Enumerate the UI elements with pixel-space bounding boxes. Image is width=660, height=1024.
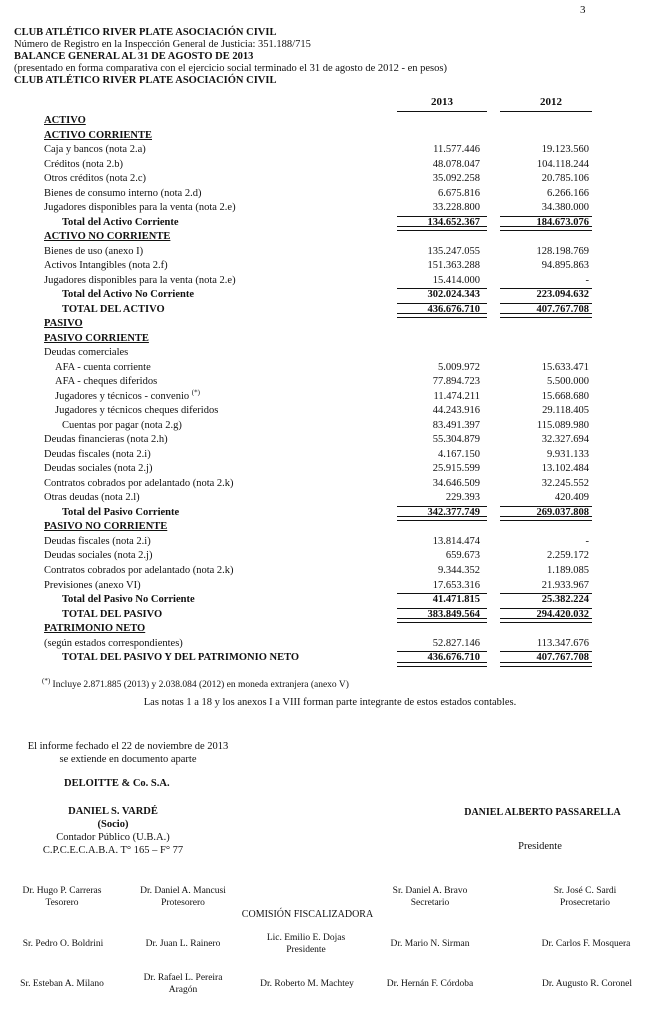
value-2012: 20.785.106 (541, 173, 589, 185)
value-2013: 15.414.000 (432, 274, 480, 286)
table-row (0, 274, 660, 289)
balance-rows (0, 114, 660, 666)
signatory-dojas (250, 932, 362, 956)
value-2012: 184.673.076 (536, 216, 589, 228)
subtotal-rule (397, 303, 487, 304)
row-label: Otros créditos (nota 2.c) (44, 173, 147, 185)
column-underline (500, 111, 592, 112)
row-label: Deudas fiscales (nota 2.i) (44, 448, 151, 460)
balance-title: BALANCE GENERAL AL 31 DE AGOSTO DE 2013 (14, 51, 254, 62)
table-row (0, 506, 660, 521)
table-row (0, 448, 660, 463)
row-label: PASIVO CORRIENTE (44, 332, 149, 344)
signatory-sardi (535, 885, 635, 909)
table-row (0, 259, 660, 274)
row-label: ACTIVO NO CORRIENTE (44, 231, 171, 243)
table-row (0, 187, 660, 202)
table-row (0, 462, 660, 477)
value-2013: 436.676.710 (427, 303, 480, 315)
table-row (0, 245, 660, 260)
comision-fiscalizadora-label: COMISIÓN FISCALIZADORA (241, 909, 374, 920)
table-row (0, 332, 660, 347)
row-label: AFA - cheques diferidos (55, 376, 158, 388)
table-row (0, 564, 660, 579)
row-label: Deudas sociales (nota 2.j) (44, 550, 153, 562)
row-label: AFA - cuenta corriente (55, 361, 151, 373)
row-label: Total del Activo Corriente (62, 216, 179, 228)
table-row (0, 404, 660, 419)
value-2012: 21.933.967 (541, 579, 589, 591)
subtotal-rule (397, 593, 487, 594)
row-label: Bienes de consumo interno (nota 2.d) (44, 187, 202, 199)
total-double-rule (397, 662, 487, 667)
signatory-name: Dr. Hernán F. Córdoba (386, 979, 474, 989)
row-label: TOTAL DEL PASIVO Y DEL PATRIMONIO NETO (62, 652, 300, 664)
subtotal-rule (500, 651, 592, 652)
table-row (0, 579, 660, 594)
signatory-pereira (130, 972, 236, 996)
value-2013: 342.377.749 (427, 506, 480, 518)
row-label: Créditos (nota 2.b) (44, 158, 124, 170)
signatory-mancusi (127, 885, 239, 909)
signatory-name: Sr. Daniel A. Bravo (392, 886, 468, 896)
table-row (0, 361, 660, 376)
table-row (0, 433, 660, 448)
auditor-report-note (14, 740, 242, 766)
value-2013: 13.814.474 (432, 535, 480, 547)
signatory-name: Dr. Hugo P. Carreras (22, 886, 102, 896)
signatory-sirman (377, 938, 483, 950)
total-double-rule (500, 662, 592, 667)
signatory-boldrini (8, 938, 118, 950)
subtotal-rule (500, 608, 592, 609)
signatory-name: Dr. Mario N. Sirman (390, 939, 470, 949)
signatory-name: Sr. José C. Sardi (553, 886, 617, 896)
value-2013: 229.393 (445, 492, 480, 504)
value-2013: 436.676.710 (427, 652, 480, 664)
table-row (0, 491, 660, 506)
signatory-role: Secretario (410, 898, 450, 908)
value-2012: - (585, 535, 589, 547)
value-2012: 128.198.769 (536, 245, 589, 257)
value-2013: 134.652.367 (427, 216, 480, 228)
value-2012: 407.767.708 (536, 303, 589, 315)
footnote-text: Incluye 2.871.885 (2013) y 2.038.084 (2012) en moneda extranjera (anexo V) (52, 680, 349, 690)
subtotal-rule (397, 216, 487, 217)
club-name-repeat: CLUB ATLÉTICO RIVER PLATE ASOCIACIÓN CIVIL (14, 75, 277, 86)
signatory-name: Dr. Roberto M. Machtey (260, 979, 354, 989)
subtotal-rule (500, 506, 592, 507)
value-2012: 115.089.980 (536, 419, 589, 431)
row-label: Cuentas por pagar (nota 2.g) (62, 419, 182, 431)
value-2013: 9.344.352 (438, 564, 480, 576)
row-label: Total del Pasivo Corriente (62, 506, 180, 518)
auditor-signature (28, 805, 198, 857)
column-header-2012: 2012 (540, 96, 562, 108)
footnote-ref: (*) (191, 388, 200, 397)
table-row (0, 375, 660, 390)
value-2012: 13.102.484 (541, 463, 589, 475)
row-label: Deudas financieras (nota 2.h) (44, 434, 168, 446)
table-row (0, 216, 660, 231)
auditor-firm: DELOITTE & Co. S.A. (64, 778, 170, 789)
auditor-title: Contador Público (U.B.A.) (56, 832, 170, 843)
report-location-line: se extiende en documento aparte (59, 754, 197, 765)
value-2013: 25.915.599 (432, 463, 480, 475)
president-name: DANIEL ALBERTO PASSARELLA (464, 807, 621, 818)
value-2013: 151.363.288 (427, 260, 480, 272)
value-2012: 223.094.632 (536, 289, 589, 301)
signatory-role: Presidente (286, 945, 326, 955)
row-label: PASIVO NO CORRIENTE (44, 521, 168, 533)
value-2012: 294.420.032 (536, 608, 589, 620)
signatory-name: Sr. Pedro O. Boldrini (22, 939, 104, 949)
signatory-rainero (130, 938, 236, 950)
row-label: Jugadores y técnicos cheques diferidos (55, 405, 219, 417)
value-2013: 4.167.150 (438, 448, 480, 460)
table-row (0, 520, 660, 535)
value-2013: 5.009.972 (438, 361, 480, 373)
auditor-role: (Socio) (97, 819, 129, 830)
value-2012: 269.037.808 (536, 506, 589, 518)
row-label: PATRIMONIO NETO (44, 623, 146, 635)
footnote-mark: (*) (42, 676, 51, 685)
row-label: Bienes de uso (anexo I) (44, 245, 144, 257)
value-2012: 34.380.000 (541, 202, 589, 214)
value-2012: 15.633.471 (541, 361, 589, 373)
row-label: ACTIVO (44, 115, 86, 126)
value-2013: 17.653.316 (432, 579, 480, 591)
value-2013: 55.304.879 (432, 434, 480, 446)
document-header (14, 27, 654, 87)
value-2013: 41.471.815 (432, 594, 480, 606)
table-row (0, 303, 660, 318)
signatory-cordoba (372, 978, 488, 990)
value-2012: 5.500.000 (547, 376, 589, 388)
subtotal-rule (500, 216, 592, 217)
signatory-role: Tesorero (45, 898, 79, 908)
subtotal-rule (500, 288, 592, 289)
value-2013: 44.243.916 (432, 405, 480, 417)
registry-number: Número de Registro en la Inspección General de Justicia: 351.188/715 (14, 39, 311, 50)
value-2012: 9.931.133 (547, 448, 589, 460)
footnote (42, 676, 349, 690)
subtotal-rule (397, 506, 487, 507)
row-label: ACTIVO CORRIENTE (44, 129, 153, 141)
president-role: Presidente (518, 841, 562, 852)
row-label: Jugadores disponibles para la venta (nota 2.e) (44, 202, 236, 214)
row-label: Total del Pasivo No Corriente (62, 594, 195, 606)
row-label: Jugadores y técnicos - convenio (*) (55, 388, 200, 402)
subtotal-rule (397, 651, 487, 652)
table-row (0, 158, 660, 173)
row-label: Activos Intangibles (nota 2.f) (44, 260, 168, 272)
value-2013: 34.646.509 (432, 477, 480, 489)
value-2012: 94.895.863 (541, 260, 589, 272)
value-2012: 420.409 (554, 492, 589, 504)
value-2013: 35.092.258 (432, 173, 480, 185)
report-date-line: El informe fechado el 22 de noviembre de 2013 (27, 741, 229, 752)
value-2013: 48.078.047 (432, 158, 480, 170)
table-row (0, 390, 660, 405)
row-label: Contratos cobrados por adelantado (nota 2.k) (44, 477, 234, 489)
value-2013: 33.228.800 (432, 202, 480, 214)
auditor-registry: C.P.C.E.C.A.B.A. T° 165 – F° 77 (42, 845, 184, 856)
row-label: Total del Activo No Corriente (62, 289, 195, 301)
value-2013: 11.577.446 (433, 144, 480, 156)
table-row (0, 230, 660, 245)
value-2013: 302.024.343 (427, 289, 480, 301)
row-label: Contratos cobrados por adelantado (nota 2.k) (44, 564, 234, 576)
value-2013: 135.247.055 (427, 245, 480, 257)
column-underline (397, 111, 487, 112)
row-label: Otras deudas (nota 2.l) (44, 492, 140, 504)
value-2013: 83.491.397 (432, 419, 480, 431)
signatory-coronel (528, 978, 646, 990)
table-row (0, 288, 660, 303)
table-row (0, 637, 660, 652)
row-label: (según estados correspondientes) (44, 637, 183, 649)
auditor-name: DANIEL S. VARDÉ (68, 806, 158, 817)
signatory-role: Prosecretario (559, 898, 611, 908)
value-2012: 15.668.680 (541, 390, 589, 402)
signatory-carreras (8, 885, 116, 909)
value-2012: 32.327.694 (541, 434, 589, 446)
table-row (0, 143, 660, 158)
subtotal-rule (397, 608, 487, 609)
table-row (0, 201, 660, 216)
value-2012: - (585, 274, 589, 286)
row-label: PASIVO (44, 318, 83, 330)
row-label: Previsiones (anexo VI) (44, 579, 141, 591)
table-row (0, 651, 660, 666)
value-2013: 383.849.564 (427, 608, 480, 620)
signatory-machtey (248, 978, 366, 990)
value-2013: 52.827.146 (432, 637, 480, 649)
club-name: CLUB ATLÉTICO RIVER PLATE ASOCIACIÓN CIVIL (14, 27, 277, 38)
signatory-role: Aragón (168, 985, 198, 995)
table-row (0, 419, 660, 434)
table-row (0, 535, 660, 550)
value-2012: 25.382.224 (541, 594, 589, 606)
signatory-role: Protesorero (161, 898, 205, 908)
row-label: Deudas sociales (nota 2.j) (44, 463, 153, 475)
row-label: TOTAL DEL PASIVO (62, 608, 163, 620)
column-header-2013: 2013 (431, 96, 453, 108)
signatory-name: Lic. Emilio E. Dojas (266, 933, 346, 943)
table-row (0, 608, 660, 623)
notes-statement: Las notas 1 a 18 y los anexos I a VIII forman parte integrante de estos estados contables. (143, 697, 517, 708)
table-row (0, 317, 660, 332)
signatory-name: Dr. Daniel A. Mancusi (140, 886, 226, 896)
value-2012: 113.347.676 (536, 637, 589, 649)
table-row (0, 129, 660, 144)
signatory-milano (6, 978, 118, 990)
signatory-mosquera (530, 938, 642, 950)
row-label: Deudas fiscales (nota 2.i) (44, 535, 151, 547)
value-2012: 407.767.708 (536, 652, 589, 664)
signatory-name: Dr. Augusto R. Coronel (542, 979, 632, 989)
table-row (0, 346, 660, 361)
value-2012: 29.118.405 (542, 405, 589, 417)
table-row (0, 477, 660, 492)
comparative-note: (presentado en forma comparativa con el ejercicio social terminado el 31 de agosto de 2012 - en pesos) (14, 63, 447, 74)
value-2012: 32.245.552 (541, 477, 589, 489)
value-2013: 11.474.211 (433, 390, 480, 402)
subtotal-rule (500, 593, 592, 594)
value-2012: 19.123.560 (541, 144, 589, 156)
row-label: Deudas comerciales (44, 347, 129, 359)
table-row (0, 593, 660, 608)
table-row (0, 172, 660, 187)
value-2013: 659.673 (445, 550, 480, 562)
row-label: TOTAL DEL ACTIVO (62, 303, 165, 315)
value-2012: 104.118.244 (536, 158, 589, 170)
value-2012: 6.266.166 (547, 187, 589, 199)
subtotal-rule (500, 303, 592, 304)
subtotal-rule (397, 288, 487, 289)
signatory-name: Dr. Carlos F. Mosquera (541, 939, 631, 949)
row-label: Jugadores disponibles para la venta (nota 2.e) (44, 274, 236, 286)
signatory-name: Dr. Juan L. Rainero (145, 939, 221, 949)
table-row (0, 549, 660, 564)
value-2012: 2.259.172 (547, 550, 589, 562)
signatory-name: Dr. Rafael L. Pereira (143, 973, 223, 983)
signatory-bravo (378, 885, 482, 909)
page-number: 3 (580, 4, 586, 16)
value-2013: 6.675.816 (438, 187, 480, 199)
value-2013: 77.894.723 (432, 376, 480, 388)
signatory-name: Sr. Esteban A. Milano (20, 979, 104, 989)
value-2012: 1.189.085 (547, 564, 589, 576)
row-label: Caja y bancos (nota 2.a) (44, 144, 146, 156)
table-row (0, 622, 660, 637)
table-row (0, 114, 660, 129)
